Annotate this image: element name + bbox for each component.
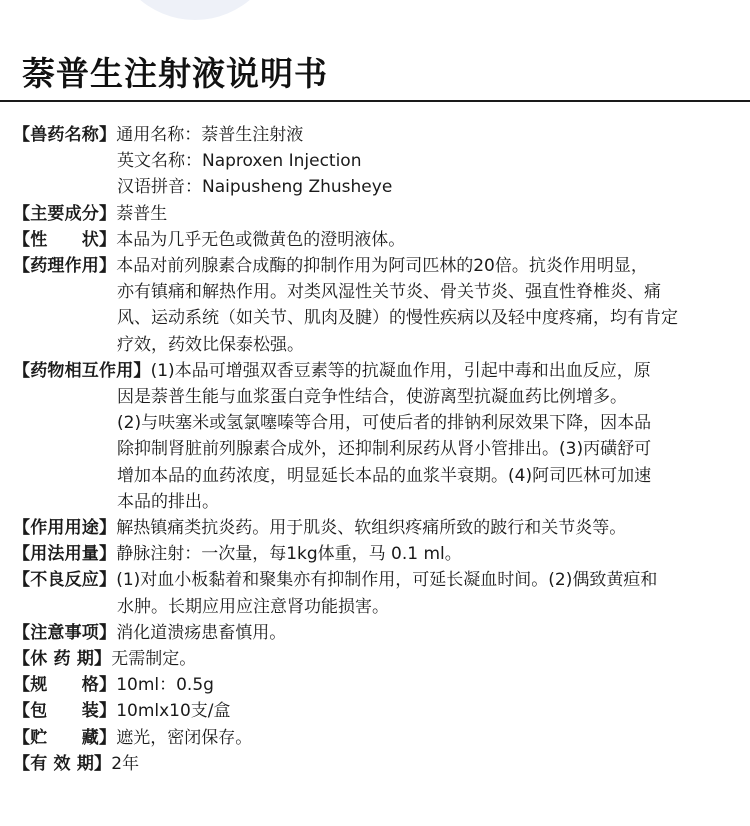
entry-label: 【包 装】 [13, 701, 117, 722]
entry-label: 【注意事项】 [13, 622, 117, 643]
entry-label: 【性 状】 [13, 229, 117, 250]
entry-ingredient [13, 201, 741, 227]
entry-label: 【药物相互作用】 [13, 360, 151, 381]
entry-text: 遮光，密闭保存。 [116, 727, 253, 748]
entry-text: 亦有镇痛和解热作用。对类风湿性关节炎、骨关节炎、强直性脊椎炎、痛 [117, 282, 661, 303]
entry-storage [13, 725, 741, 751]
title-divider [0, 100, 750, 102]
entry-withdrawal [13, 646, 741, 672]
entry-dosage [13, 541, 741, 567]
entry-text: (1)本品可增强双香豆素等的抗凝血作用，引起中毒和出血反应，原 [150, 360, 651, 381]
entry-label: 【药理作用】 [13, 256, 117, 277]
entry-text: 风、运动系统（如关节、肌肉及腱）的慢性疾病以及轻中度疼痛，均有肯定 [117, 308, 678, 329]
entry-caution [13, 620, 741, 646]
entry-text: 水肿。长期应用应注意肾功能损害。 [117, 596, 389, 617]
entry-text: (1)对血小板黏着和聚集亦有抑制作用，可延长凝血时间。(2)偶致黄疸和 [116, 570, 658, 591]
entry-label: 【规 格】 [13, 675, 117, 696]
entry-text: 本品为几乎无色或微黄色的澄明液体。 [116, 229, 406, 250]
entry-label: 【不良反应】 [13, 570, 117, 591]
entry-text: 疗效，药效比保泰松强。 [117, 334, 304, 355]
entry-label: 【主要成分】 [13, 203, 117, 224]
entry-validity [13, 751, 741, 777]
entry-drug-name [13, 122, 741, 201]
entry-pharmacology [13, 253, 741, 358]
entry-text: 10ml：0.5g [116, 675, 214, 696]
entry-text: 除抑制肾脏前列腺素合成外，还抑制利尿药从肾小管排出。(3)丙磺舒可 [117, 439, 652, 460]
entry-text: 本品的排出。 [117, 491, 219, 512]
entry-text: 汉语拼音：Naipusheng Zhusheye [117, 177, 393, 198]
entry-text: 英文名称：Naproxen Injection [117, 151, 362, 172]
entry-adverse [13, 567, 741, 619]
entry-text: 萘普生 [116, 203, 168, 224]
entry-text: 增加本品的血药浓度，明显延长本品的血浆半衰期。(4)阿司匹林可加速 [117, 465, 652, 486]
entry-text: 无需制定。 [111, 649, 197, 670]
entry-label: 【兽药名称】 [13, 125, 117, 145]
entry-text: 2年 [111, 753, 140, 774]
entry-label: 【用法用量】 [13, 544, 117, 565]
entry-appearance [13, 227, 741, 253]
entry-text: 因是萘普生能与血浆蛋白竞争性结合，使游离型抗凝血药比例增多。 [117, 387, 627, 408]
entry-text: 静脉注射：一次量，每1kg体重，马 0.1 ml。 [116, 544, 462, 565]
entry-usage [13, 515, 741, 541]
entry-package [13, 698, 741, 724]
entry-text: 10mlx10支/盒 [116, 701, 231, 722]
page-title: 萘普生注射液说明书 [22, 54, 328, 93]
entry-text: 消化道溃疡患畜慎用。 [116, 622, 287, 643]
header-decoration [110, 0, 280, 20]
entry-spec [13, 672, 741, 698]
entry-label: 【休 药 期】 [13, 649, 112, 670]
entry-text: (2)与呋塞米或氢氯噻嗪等合用，可使后者的排钠利尿效果下降，因本品 [117, 413, 652, 434]
entry-text: 通用名称：萘普生注射液 [116, 125, 304, 145]
entry-text: 本品对前列腺素合成酶的抑制作用为阿司匹林的20倍。抗炎作用明显， [116, 256, 648, 277]
entry-label: 【作用用途】 [13, 518, 117, 539]
entry-label: 【有 效 期】 [13, 753, 112, 774]
entry-interaction [13, 358, 741, 515]
entry-text: 解热镇痛类抗炎药。用于肌炎、软组织疼痛所致的跛行和关节炎等。 [116, 518, 627, 539]
instruction-body [13, 122, 741, 777]
entry-label: 【贮 藏】 [13, 727, 117, 748]
